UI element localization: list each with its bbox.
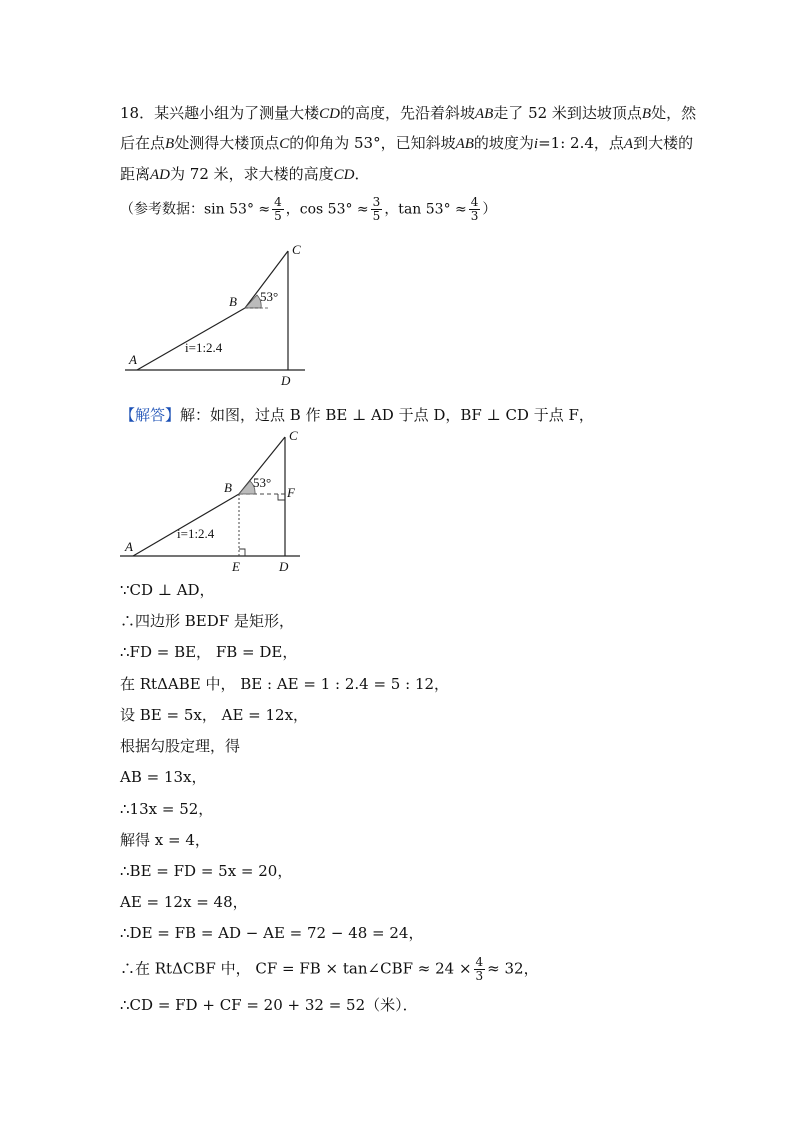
label-b: B (224, 480, 232, 495)
problem-line-1: 18．某兴趣小组为了测量大楼CD的高度，先沿着斜坡AB走了 52 米到达坡顶点B处，然 (120, 104, 697, 122)
label-d: D (279, 559, 289, 574)
solution-step: AB = 13x， (120, 768, 207, 786)
solution-step: 在 RtΔABE 中， BE : AE = 1 : 2.4 = 5 : 12， (120, 675, 450, 693)
right-angle-f (278, 494, 285, 500)
cos-fraction: $\frac{3}{5}$ (372, 195, 381, 223)
solution-step: ∴四边形 BEDF 是矩形， (120, 612, 294, 630)
solution-step: AE = 12x = 48， (120, 893, 248, 911)
solution-step: ∴FD = BE， FB = DE， (120, 643, 298, 661)
label-c: C (292, 242, 301, 257)
solution-intro: 【解答】解：如图，过点 B 作 BE ⊥ AD 于点 D，BF ⊥ CD 于点 F， (120, 406, 594, 424)
label-a: A (129, 352, 137, 367)
figure-1 (115, 238, 315, 388)
right-angle-e (239, 549, 245, 556)
label-e: E (232, 559, 240, 574)
reference-data: （参考数据：sin 53° ≈ $\frac{4}{5}$ ，cos 53° ≈ $\frac{3}{5}$ ，tan 53° ≈ $\frac{4}{3}$ ） (120, 195, 497, 223)
sin-fraction: $\frac{4}{5}$ (274, 195, 282, 223)
slope-ab (133, 494, 239, 556)
solution-step: ∴BE = FD = 5x = 20， (120, 862, 293, 880)
solution-step: 解得 x = 4， (120, 831, 210, 849)
label-slope: i=1:2.4 (177, 526, 215, 541)
solution-step: ∴13x = 52， (120, 800, 214, 818)
label-f: F (287, 485, 295, 500)
solution-step: 根据勾股定理，得 (120, 737, 241, 755)
solution-step: 设 BE = 5x， AE = 12x， (120, 706, 309, 724)
solution-tag: 【解答】 (120, 406, 181, 424)
solution-step: ∴DE = FB = AD − AE = 72 − 48 = 24， (120, 924, 424, 942)
solution-step-13: ∴在 RtΔCBF 中， CF = FB × tan∠CBF ≈ 24 × $\frac{4}{3}$ ≈ 32， (120, 955, 539, 983)
label-a: A (125, 539, 133, 554)
label-d: D (281, 373, 291, 388)
slope-ab (137, 308, 245, 370)
solution-step: ∵CD ⊥ AD， (120, 581, 215, 599)
figure-2 (115, 425, 315, 575)
problem-line-2: 后在点B处测得大楼顶点C的仰角为 53°，已知斜坡AB的坡度为i=1: 2.4，点A到大楼的 (120, 134, 694, 152)
label-slope: i=1:2.4 (185, 340, 223, 355)
step-fraction: $\frac{4}{3}$ (475, 955, 484, 983)
label-c: C (289, 428, 298, 443)
solution-final: ∴CD = FD + CF = 20 + 32 = 52（米）． (120, 996, 418, 1014)
label-angle: 53° (253, 475, 272, 490)
problem-line-3: 距离AD为 72 米，求大楼的高度CD． (120, 165, 370, 183)
label-angle: 53° (260, 289, 279, 304)
label-b: B (229, 294, 237, 309)
tan-fraction: $\frac{4}{3}$ (470, 195, 479, 223)
problem-number: 18． (120, 104, 155, 122)
